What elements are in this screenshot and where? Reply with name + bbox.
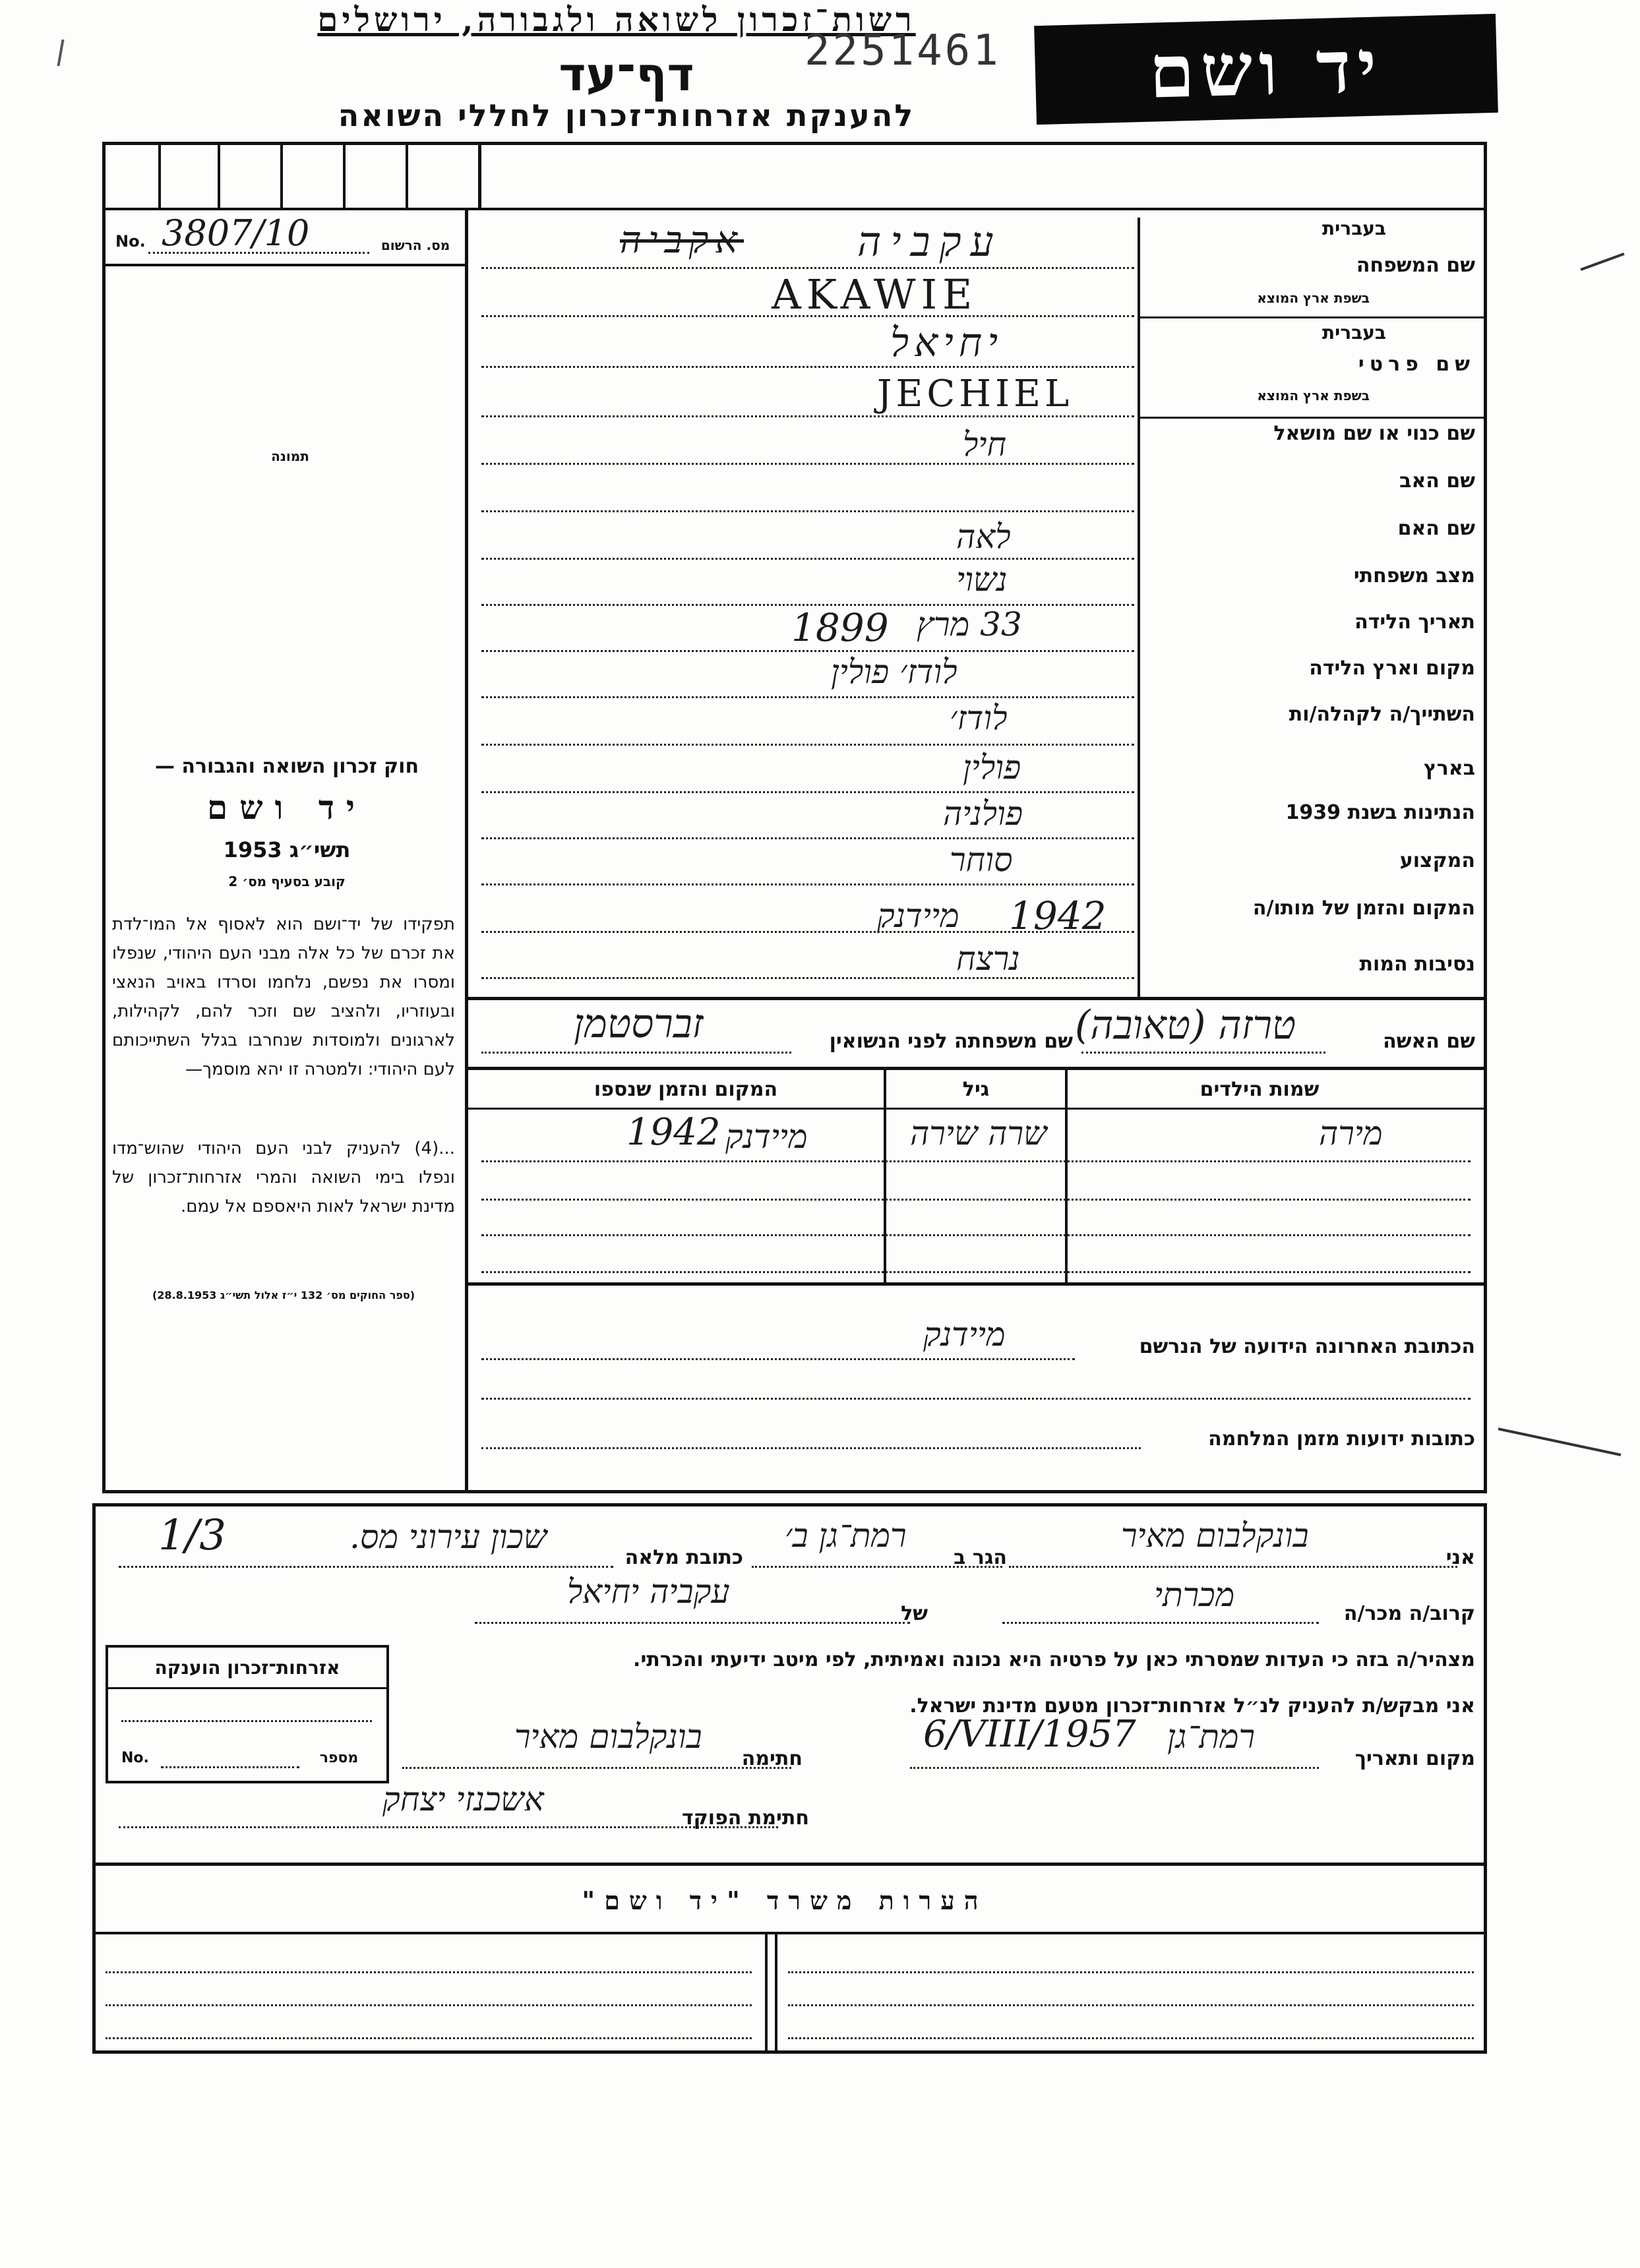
family-name-origin-sublabel: בשפת ארץ המוצא xyxy=(1257,290,1370,306)
officer-signature-label: חתימת הפוקד xyxy=(682,1806,809,1830)
child-death-place: מיידנק xyxy=(725,1118,808,1156)
certificate-no-label: No. xyxy=(121,1750,149,1766)
place-date-label: מקום ותאריך xyxy=(1354,1747,1475,1770)
birth-date-label: תאריך הלידה xyxy=(1354,611,1475,634)
scan-artifact xyxy=(1498,1427,1622,1456)
photo-label: תמונה xyxy=(271,448,309,464)
signature-label: חתימה xyxy=(741,1747,803,1770)
family-name-hebrew-value: עקביה xyxy=(857,218,1003,266)
certificate-box xyxy=(106,1645,389,1783)
officer-signature-value: אשכנזי יצחק xyxy=(382,1780,544,1818)
community-label: השתייך/ה לקהלה/ות xyxy=(1289,703,1475,726)
wartime-addresses-label: כתובות ידועות מזמן המלחמה xyxy=(1208,1427,1475,1450)
wife-name-label: שם האשה xyxy=(1383,1030,1475,1053)
declarant-name-value: בונקלבום מאיר xyxy=(1121,1516,1309,1555)
certificate-number-label: מספר xyxy=(319,1750,359,1766)
citizenship-1939-value: פולניה xyxy=(943,794,1023,833)
nickname-value: חיל xyxy=(963,425,1007,463)
form-subtitle: להענקת אזרחות־זכרון לחללי השואה xyxy=(338,98,915,133)
registration-label: מס. הרשום xyxy=(380,237,450,253)
nickname-label: שם כנוי או שם מושאל xyxy=(1273,422,1475,445)
relation-label: קרוב/ה מכר/ה xyxy=(1343,1602,1475,1625)
logo-text: יד ושם xyxy=(1147,23,1384,115)
law-year: תשי״ג 1953 xyxy=(223,837,351,862)
declarant-resides-label: הגר ב xyxy=(954,1546,1007,1569)
first-name-hebrew-sublabel: בעברית xyxy=(1321,322,1386,343)
full-address-label: כתובת מלאה xyxy=(624,1546,743,1569)
law-name: יד ושם xyxy=(207,788,367,827)
father-name-label: שם האב xyxy=(1399,469,1475,492)
family-name-label: שם המשפחה xyxy=(1356,254,1475,277)
full-address-value: שכון עירוני מס. xyxy=(349,1518,547,1556)
registration-no-label: No. xyxy=(115,232,146,251)
death-cause-value: נרצח xyxy=(956,940,1020,978)
first-name-label: שם פרטי xyxy=(1358,353,1475,376)
yad-vashem-logo xyxy=(1034,14,1498,125)
signature-value: בונקלבום מאיר xyxy=(514,1717,702,1756)
child-death-year: 1942 xyxy=(626,1111,721,1154)
last-address-value: מיידנק xyxy=(923,1315,1006,1354)
maiden-name-value: זברסטמן xyxy=(574,1001,704,1047)
marital-status-label: מצב משפחתי xyxy=(1353,564,1475,587)
first-name-hebrew-value: יחיאל xyxy=(890,320,1004,366)
law-heading: חוק זכרון השואה והגבורה — xyxy=(154,755,419,778)
wife-name-value: טרזה (טאובה) xyxy=(1075,1002,1296,1048)
marital-status-value: נשוי xyxy=(956,560,1008,599)
family-name-struck-value: אקביה xyxy=(620,219,744,262)
children-death-header: המקום והזמן שנספו xyxy=(593,1078,778,1101)
family-name-latin-value: AKAWIE xyxy=(772,270,978,318)
certificate-title: אזרחות־זכרון הוענקה xyxy=(154,1657,340,1679)
relation-of-label: של xyxy=(901,1602,928,1625)
declarant-city-value: רמת־גן ב׳ xyxy=(785,1516,907,1555)
law-clause: קובע בסעיף מס׳ 2 xyxy=(228,874,346,889)
declaration-text: מצהיר/ה בזה כי העדות שמסרתי כאן על פרטיה היא נכונה ואמיתית, לפי מיטב ידיעתי והכרתי. xyxy=(633,1648,1475,1671)
margin-mark xyxy=(57,40,90,66)
office-notes-title: הערות משרד "יד ושם" xyxy=(582,1886,988,1915)
children-names-header: שמות הילדים xyxy=(1200,1078,1320,1101)
scan-artifact xyxy=(1580,253,1624,271)
law-citation: (ספר החוקים מס׳ 132 י״ז אלול תשי״ג 28.8.1953) xyxy=(152,1289,415,1301)
place-value: רמת־גן xyxy=(1167,1717,1256,1756)
country-value: פולין xyxy=(963,748,1021,787)
law-paragraph-1: תפקידו של יד־ושם הוא לאסוף אל המו־לדת את זכרם של כל אלה מבני העם היהודי, שנפלו ומסרו את נפשם, נלחמו וסרדו באויב הנאצי ובעוזריו, ולהציב שם וזכר להם, לקהילות, לארגונים ולמוסדות שנחרבו בגלל השתייכותם לעם היהודי: ולמטרה זו יהא מוסמך— xyxy=(112,914,455,1079)
relation-value: מכרתי xyxy=(1154,1576,1235,1614)
date-value: 6/VIII/1957 xyxy=(923,1713,1136,1756)
citizenship-1939-label: הנתינות בשנת 1939 xyxy=(1285,801,1475,824)
death-year-value: 1942 xyxy=(1009,893,1107,938)
profession-value: סוחר xyxy=(950,841,1013,879)
declarant-i-label: אני xyxy=(1445,1546,1475,1569)
maiden-name-label: שם משפחתה לפני הנשואין xyxy=(829,1030,1073,1053)
law-paragraph-2: ...(4) להעניק לבני העם היהודי שהוש־מדו ונפלו בימי השואה והמרי אזרחות־זכרון של מדינת ישראל לאות היאספם אל עמם. xyxy=(112,1139,455,1216)
profession-label: המקצוע xyxy=(1399,849,1475,872)
child-name: מירה xyxy=(1319,1114,1383,1152)
family-name-hebrew-sublabel: בעברית xyxy=(1321,218,1386,239)
stamp-number: 2251461 xyxy=(805,26,1001,75)
request-text: אני מבקש/ת להעניק לנ״ל אזרחות־זכרון מטעם מדינת ישראל. xyxy=(909,1694,1475,1717)
first-name-origin-sublabel: בשפת ארץ המוצא xyxy=(1257,388,1370,403)
birth-place-label: מקום וארץ הלידה xyxy=(1309,657,1475,680)
registration-number: 3807/10 xyxy=(162,212,310,254)
house-number-value: 1/3 xyxy=(158,1511,226,1560)
death-place-value: מיידנק xyxy=(877,897,959,935)
death-cause-label: נסיבות המות xyxy=(1359,953,1475,976)
birth-date-value: 33 מרץ xyxy=(917,605,1022,643)
first-name-latin-value: JECHIEL xyxy=(877,373,1074,415)
form-title: דף־עד xyxy=(559,47,694,102)
mother-name-label: שם האם xyxy=(1397,517,1475,540)
authority-line: רשות־זכרון לשואה ולגבורה, ירושלים xyxy=(317,0,916,39)
death-place-time-label: המקום והזמן של מותו/ה xyxy=(1252,897,1475,920)
country-label: בארץ xyxy=(1423,757,1475,780)
community-value: לודז׳ xyxy=(950,699,1008,737)
children-age-header: גיל xyxy=(962,1078,990,1101)
child-age: שרה שירה xyxy=(910,1114,1047,1152)
birth-year-value: 1899 xyxy=(791,605,889,650)
relation-of-value: עקביה יחיאל xyxy=(567,1572,730,1611)
birth-place-value: לודז׳ פולין xyxy=(831,653,957,691)
last-address-label: הכתובת האחרונה הידועה של הנרשם xyxy=(1139,1335,1475,1358)
mother-name-value: לאה xyxy=(956,518,1011,556)
